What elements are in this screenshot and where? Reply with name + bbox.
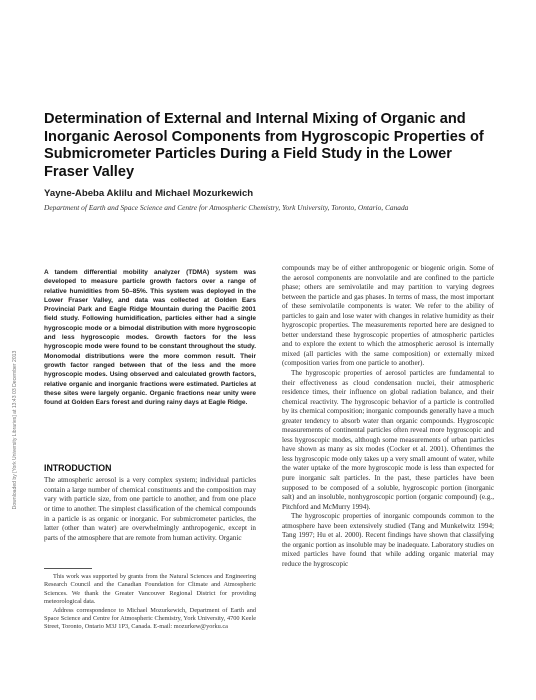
article-title: Determination of External and Internal Mixing of Organic and Inorganic Aerosol Components from Hygroscopic Properties of Submicrometer Particles During a Field Study in the Lower Fraser Valley (44, 111, 484, 180)
right-column (282, 264, 494, 570)
abstract: A tandem differential mobility analyzer (TDMA) system was developed to measure particle growth factors over a range of relative humidities from 50–85%. This system was deployed in the Lower Fraser Valley, and data was collected at Golden Ears Provincial Park and Eagle Ridge Mountain during the Pacific 2001 field study. Following humidification, particles either had a single hygroscopic mode or a bimodal distribution with more hygroscopic and less hygroscopic modes. Growth factors for the less hygroscopic mode were found to be constant throughout the study. Monomodal distributions were the more common result. Their growth factor ranged between that of the less and the more hygroscopic modes. Using observed and calculated growth factors, relative organic and inorganic fractions were estimated. Particles at these sites were largely organic. Organic fractions near unity were found at Golden Ears forest and during rainy days at Eagle Ridge. (44, 269, 256, 407)
section-heading-introduction: INTRODUCTION (44, 463, 112, 473)
footnotes (44, 573, 256, 632)
introduction-text: The atmospheric aerosol is a very complex system; individual particles contain a large number of chemical constituents and the composition may vary with particle size, from one particle to another, and from one place or time to another. The simplest classification of the chemical compounds in a particle is as organic or inorganic. For submicrometer particles, the latter (other than water) are overwhelmingly anthropogenic, except in parts of the atmosphere that are remote from human activity. Organic (44, 476, 256, 542)
footnote-correspondence: Address correspondence to Michael Mozurkewich, Department of Earth and Space Science and Centre for Atmospheric Chemistry, York University, 4700 Keele Street, Toronto, Ontario M3J 1P3, Canada. E-mail: mozurkew@yorku.ca (44, 606, 256, 631)
body-paragraph: The hygroscopic properties of inorganic compounds common to the atmosphere have been extensively studied (Tang and Munkelwitz 1994; Tang 1997; Hu et al. 2000). Recent findings have shown that classifying the organic portion as insoluble may be inadequate. Laboratory studies on mixed particles have found that while adding organic material may reduce the hygroscopic (282, 512, 494, 568)
author-affiliation: Department of Earth and Space Science and Centre for Atmospheric Chemistry, York University, Toronto, Ontario, Canada (44, 203, 409, 212)
download-side-note-text: Downloaded by [York University Libraries] at 13:43 03 December 2013 (11, 350, 18, 510)
download-side-note (10, 220, 19, 640)
footnote-funding: This work was supported by grants from the Natural Sciences and Engineering Research Council and the Canadian Foundation for Climate and Atmospheric Sciences. We thank the Greater Vancouver Regional District for providing meteorological data. (44, 573, 256, 606)
body-paragraph: compounds may be of either anthropogenic or biogenic origin. Some of the aerosol components are nonvolatile and are confined to the particle phase; others are semivolatile and may partition to varying degrees between the particle and gas phases. In terms of mass, the most important of these semivolatile components is water. We refer to the ability of particles to gain and lose water with changes in relative humidity as their hygroscopic properties. The measurements reported here are designed to better understand these hygroscopic properties of atmospheric particles and to explore the extent to which the atmospheric aerosol is internally mixed (all particles with the same composition) or externally mixed (composition varies from one particle to another). (282, 264, 494, 368)
footnote-divider (44, 568, 92, 569)
author-list: Yayne-Abeba Aklilu and Michael Mozurkewich (44, 188, 254, 199)
body-paragraph: The hygroscopic properties of aerosol particles are fundamental to their effectiveness as cloud condensation nuclei, their atmospheric residence times, their influence on global radiation balance, and their chemical reactivity. The hygroscopic behavior of a particle is controlled by its chemical composition; inorganic compounds generally have a much greater tendency to absorb water than organic compounds. Hygroscopic measurements of continental particles often reveal more hygroscopic and less hygroscopic modes, although some measurements of urban particles have shown as many as six modes (Cocker et al. 2001). Oftentimes the less hygroscopic mode only takes up a very small amount of water, while the water uptake of the more hygroscopic mode is less than expected for pure inorganic salt particles. In the past, these particles have been supposed to be composed of a soluble, hygroscopic portion (inorganic salt) and an insoluble, nonhygroscopic portion (organic compound) (e.g., Pitchford and McMurry 1994). (282, 369, 494, 511)
